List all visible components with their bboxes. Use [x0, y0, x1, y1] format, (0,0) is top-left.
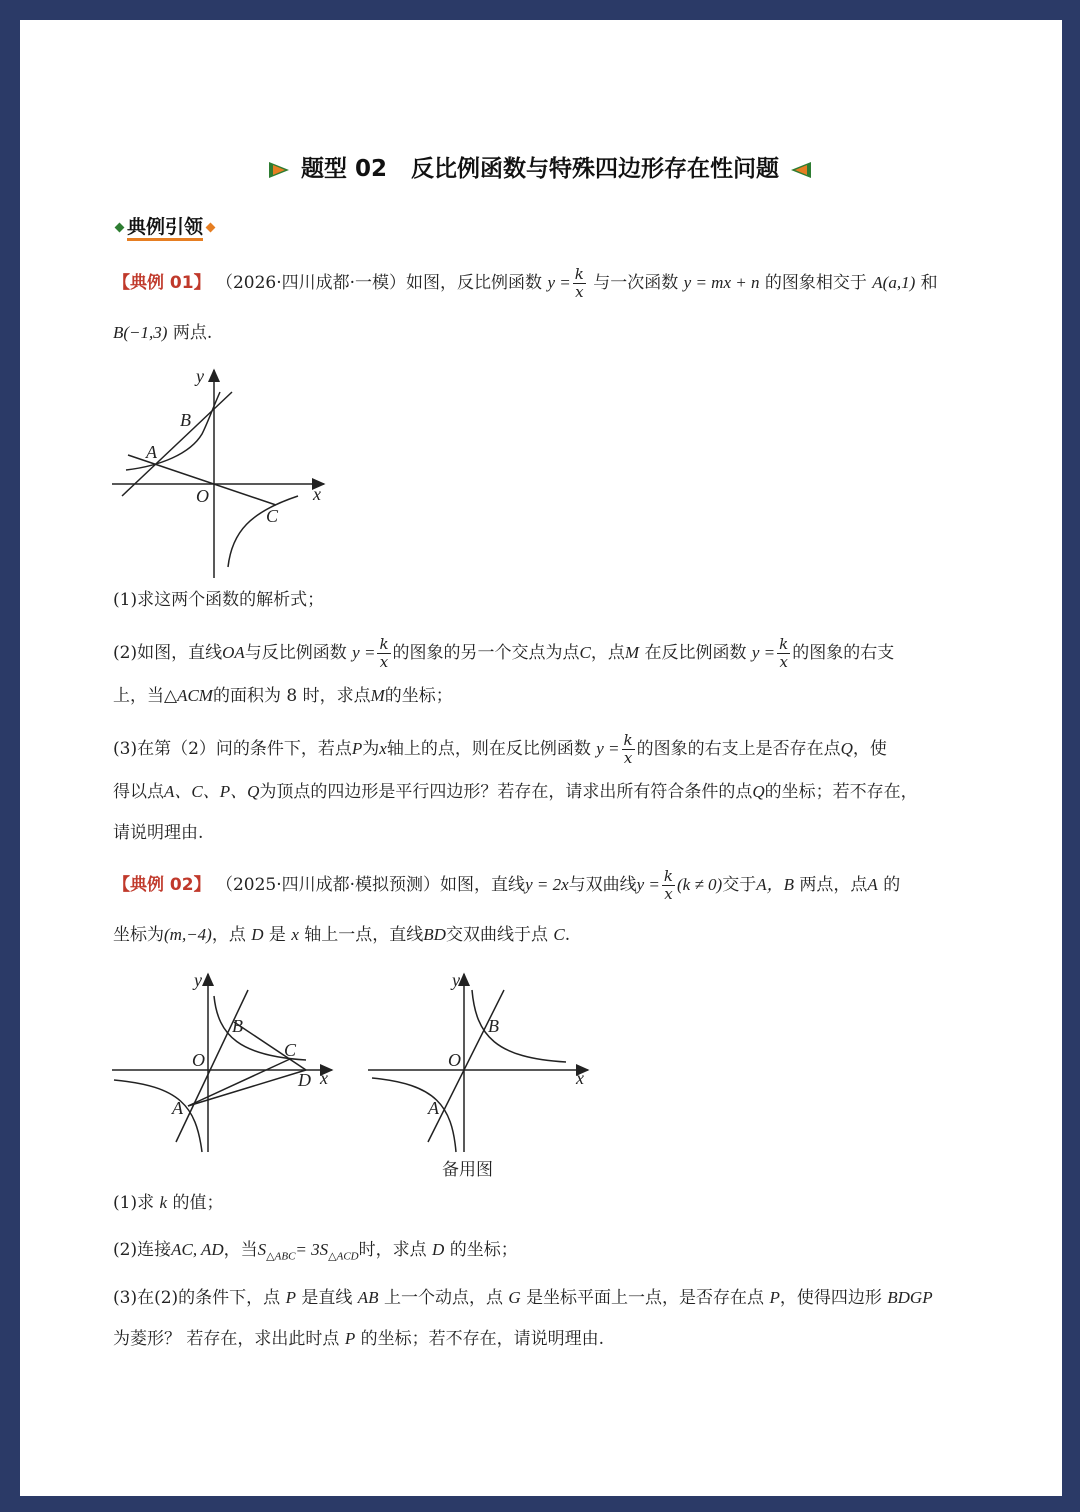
text: 轴上的点，则在反比例函数: [386, 739, 591, 759]
text: (2)连接: [113, 1240, 172, 1260]
ex2-q2: [113, 1238, 518, 1268]
diamond-icon: [206, 223, 216, 233]
math: △ABC: [266, 1250, 296, 1263]
frac-num: k: [779, 635, 789, 653]
math: x: [379, 739, 387, 758]
text: 得以点: [113, 782, 164, 802]
equation: y =: [352, 643, 376, 662]
text: 的值；: [172, 1193, 224, 1213]
ex1-source: （2026·四川成都·一模）如图，反比例函数: [215, 273, 543, 293]
section-heading: [112, 212, 218, 239]
text: (2)如图，直线: [113, 643, 223, 663]
text: 的坐标；若不存在，请说明理由.: [360, 1329, 605, 1349]
ex2-line2: [113, 923, 570, 947]
text: 的坐标；: [449, 1240, 518, 1260]
math: ACM: [177, 686, 213, 705]
text: 的图象的另一个交点为点: [392, 643, 580, 663]
frac-num: k: [379, 635, 389, 653]
text: ，点: [211, 925, 246, 945]
label: A: [172, 1098, 183, 1118]
ex1-q3-line2: [113, 780, 918, 804]
ex1-q3-line1: [113, 732, 887, 767]
text: 与一次函数: [593, 273, 679, 293]
text: ，使得四边形: [779, 1288, 882, 1308]
line-ab: [122, 392, 232, 496]
label: y: [194, 970, 202, 990]
label: C: [266, 506, 279, 526]
label: B: [488, 1016, 499, 1036]
ex1-line2: [113, 321, 212, 345]
spare-figure: [366, 966, 596, 1156]
text: (3)在(2)的条件下，点: [113, 1288, 281, 1308]
text: 上一个动点，点: [383, 1288, 503, 1308]
text: ，当: [223, 1240, 258, 1260]
frac-num: k: [663, 867, 673, 885]
math: A: [867, 875, 878, 894]
ex2-line1: [113, 868, 900, 903]
math: Q: [840, 739, 853, 758]
text: 两点，点: [799, 875, 868, 895]
frac-den: x: [575, 283, 584, 301]
math: BDGP: [887, 1288, 933, 1307]
label: x: [320, 1068, 328, 1088]
text: 为菱形？ 若存在，求出此时点: [113, 1329, 340, 1349]
text: .: [564, 925, 571, 945]
fraction: [573, 266, 586, 301]
math: C: [553, 925, 565, 944]
math: M: [370, 686, 385, 705]
ex1-q2-line1: [113, 636, 894, 671]
text: 的图象的右支上是否存在点: [636, 739, 841, 759]
math: = 3S: [295, 1240, 329, 1259]
ex1-line1: [113, 266, 938, 301]
text: 为: [362, 739, 380, 759]
text: 坐标为: [113, 925, 164, 945]
math: M: [624, 643, 640, 662]
line-ad: [188, 1070, 306, 1106]
text: 是直线: [301, 1288, 353, 1308]
line-ab: [176, 990, 248, 1142]
ex2-figure: [110, 966, 340, 1156]
label: A: [146, 442, 157, 462]
math: △ACD: [328, 1250, 359, 1263]
example-tag: 【典例 01】: [113, 273, 211, 293]
fraction: [777, 636, 790, 671]
math: P: [351, 739, 363, 758]
text: (1)求这两个函数的解析式；: [113, 590, 325, 610]
label: D: [298, 1070, 311, 1090]
hyperbola-branch: [372, 1078, 456, 1152]
text: ，点: [590, 643, 625, 663]
text: (3)在第（2）问的条件下，若点: [113, 739, 352, 759]
text: 请说明理由.: [113, 823, 204, 843]
ex2-q3-line2: [113, 1327, 604, 1351]
text: (1)求: [113, 1193, 155, 1213]
label: B: [232, 1016, 243, 1036]
fraction: [377, 636, 390, 671]
title-text: 反比例函数与特殊四边形存在性问题: [411, 156, 780, 182]
frac-den: x: [623, 749, 633, 767]
equation: y =: [751, 643, 776, 662]
ex2-source: （2025·四川成都·模拟预测）如图，直线: [215, 875, 526, 895]
equation: y = mx + n: [683, 273, 760, 292]
frac-den: x: [779, 653, 788, 671]
label: x: [313, 484, 321, 504]
math: x: [291, 925, 299, 944]
line-ab: [428, 990, 504, 1142]
text: 的图象相交于: [764, 273, 867, 293]
text: 的坐标；: [384, 686, 453, 706]
ex1-figure: [110, 362, 335, 582]
label: y: [196, 366, 204, 386]
text: 的图象的右支: [792, 643, 895, 663]
text: 的面积为 8 时，求点: [212, 686, 371, 706]
point: B(−1,3): [113, 323, 168, 342]
label: C: [284, 1040, 297, 1060]
text: 两点.: [172, 323, 213, 343]
frac-den: x: [664, 885, 673, 903]
ex1-q3-line3: [113, 821, 203, 845]
label: O: [196, 486, 209, 506]
text: 轴上一点，直线: [304, 925, 424, 945]
text: ，使: [852, 739, 887, 759]
math: AB: [357, 1288, 379, 1307]
label: x: [576, 1068, 584, 1088]
equation: y =: [596, 739, 620, 758]
right-arrow-icon: [267, 160, 293, 180]
text: 交双曲线于点: [445, 925, 548, 945]
text: 上，当△: [113, 686, 178, 706]
ex1-q1: [113, 588, 324, 612]
fraction: [622, 732, 635, 767]
frac-num: k: [623, 731, 633, 749]
page-title: [0, 150, 1080, 183]
text: 的: [883, 875, 901, 895]
label: B: [180, 410, 191, 430]
text: 是坐标平面上一点，是否存在点: [526, 1288, 765, 1308]
section-heading-text: 典例引领: [127, 216, 203, 241]
math: A，B: [756, 875, 794, 894]
title-label: 题型 02: [300, 156, 387, 182]
left-arrow-icon: [787, 160, 813, 180]
math: k: [159, 1193, 168, 1212]
example-tag: 【典例 02】: [113, 875, 211, 895]
point: A(a,1): [872, 273, 916, 292]
spare-figure-caption: 备用图: [442, 1160, 493, 1180]
math: S: [257, 1240, 267, 1259]
math: D: [432, 1240, 445, 1259]
fraction: [662, 868, 675, 903]
frac-den: x: [379, 653, 389, 671]
frac-num: k: [574, 265, 584, 283]
math: P: [769, 1288, 780, 1307]
text: 交于: [722, 875, 757, 895]
equation: y =: [636, 875, 660, 894]
math: Q: [752, 782, 765, 801]
math: (m,−4): [164, 925, 212, 944]
math: AC, AD: [171, 1240, 224, 1259]
text: 为顶点的四边形是平行四边形？若存在，请求出所有符合条件的点: [259, 782, 753, 802]
equation: y = 2x: [525, 875, 569, 894]
text: 与反比例函数: [244, 643, 347, 663]
label: y: [452, 970, 460, 990]
text: 在反比例函数: [644, 643, 747, 663]
text: 是: [268, 925, 286, 945]
math: A、C、P、Q: [164, 782, 260, 801]
math: C: [579, 643, 591, 662]
math: P: [285, 1288, 296, 1307]
ex2-q1: [113, 1191, 223, 1215]
ex1-q2-line2: [113, 684, 453, 708]
text: 的坐标；若不存在，: [764, 782, 918, 802]
hyperbola-branch: [228, 496, 298, 567]
math: D: [251, 925, 264, 944]
text: 时，求点: [358, 1240, 427, 1260]
equation: y =: [547, 273, 571, 292]
math: G: [508, 1288, 521, 1307]
math: P: [344, 1329, 356, 1348]
diamond-icon: [115, 223, 125, 233]
math: OA: [222, 643, 245, 662]
label: A: [428, 1098, 439, 1118]
label: O: [192, 1050, 205, 1070]
text: 与双曲线: [568, 875, 637, 895]
equation: (k ≠ 0): [677, 875, 723, 894]
text: 和: [920, 273, 938, 293]
ex2-q3-line1: [113, 1286, 933, 1310]
label: O: [448, 1050, 461, 1070]
math: BD: [423, 925, 446, 944]
